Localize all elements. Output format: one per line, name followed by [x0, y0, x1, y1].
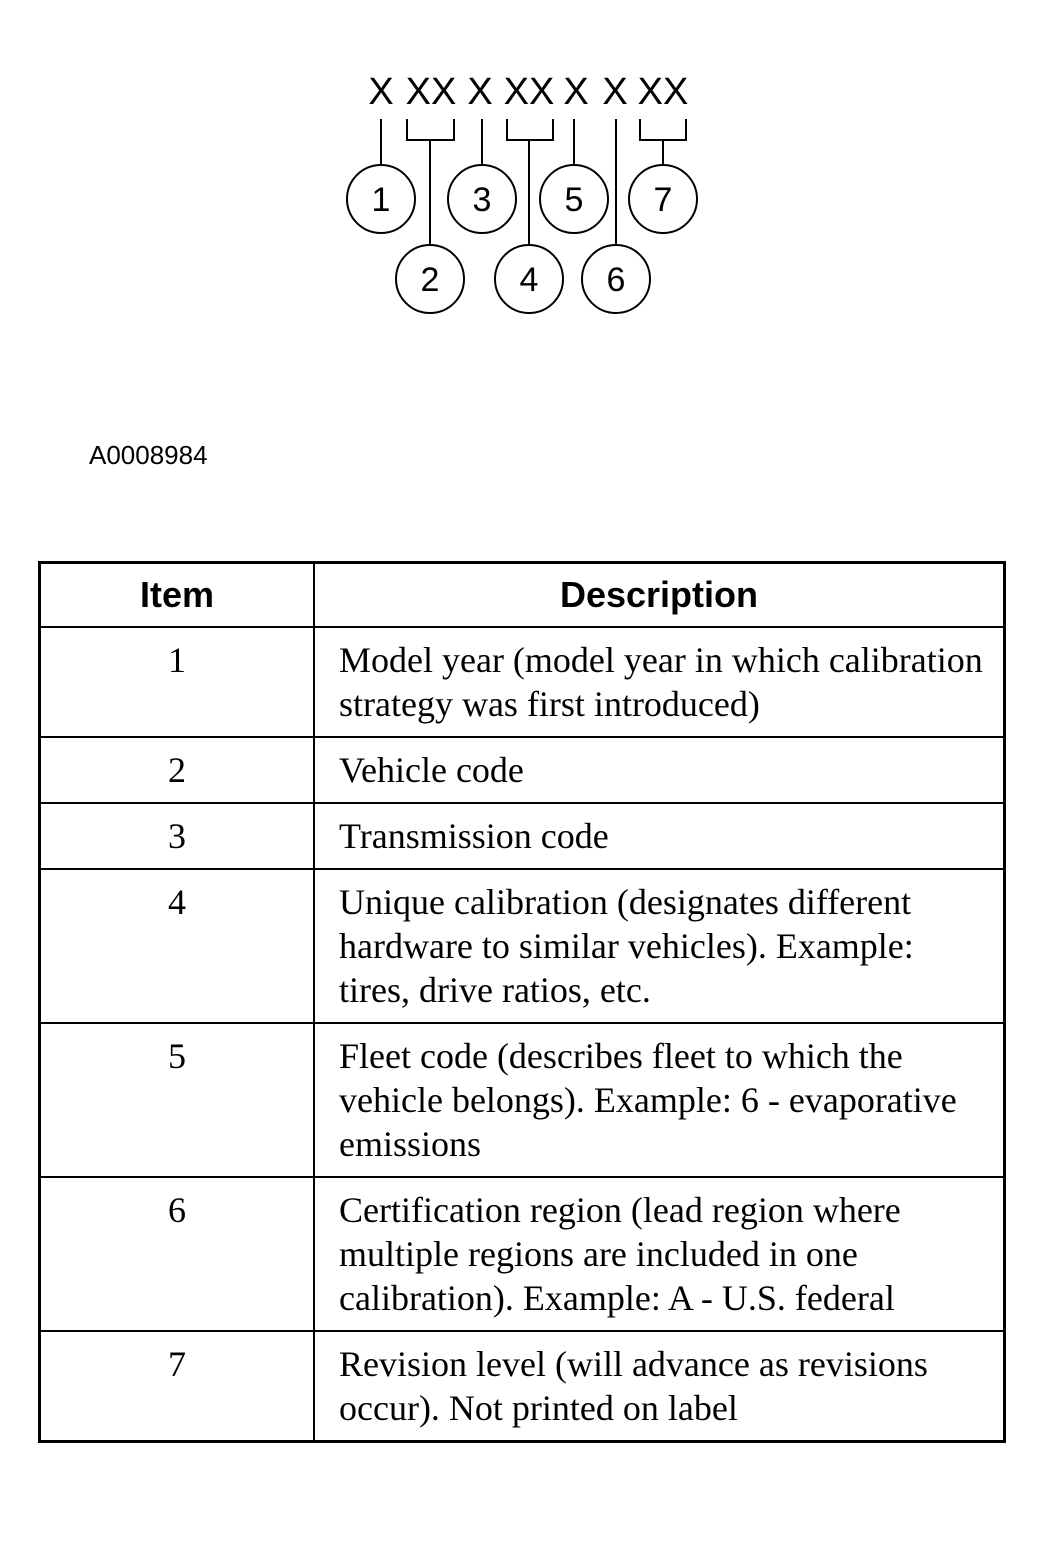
- callout-3-label: 3: [472, 181, 492, 219]
- item-description: Vehicle code: [314, 737, 1005, 803]
- item-number: 4: [40, 869, 315, 1023]
- table-row: [40, 869, 1005, 1023]
- table-row: [40, 1023, 1005, 1177]
- item-description: Transmission code: [314, 803, 1005, 869]
- item-number: 3: [40, 803, 315, 869]
- item-description: Model year (model year in which calibration strategy was first introduced): [314, 627, 1005, 737]
- callout-2: [396, 245, 464, 313]
- code-group-6: X: [602, 71, 628, 113]
- table-header-row: [40, 563, 1005, 628]
- item-number: 7: [40, 1331, 315, 1442]
- callout-4: [495, 245, 563, 313]
- callout-5: [540, 165, 608, 233]
- code-group-1: X: [368, 71, 394, 113]
- item-number: 6: [40, 1177, 315, 1331]
- item-description: Revision level (will advance as revisions occur). Not printed on label: [314, 1331, 1005, 1442]
- callout-5-label: 5: [564, 181, 584, 219]
- description-column-header: Description: [314, 563, 1005, 628]
- callout-7: [629, 165, 697, 233]
- table-row: [40, 627, 1005, 737]
- code-group-7: XX: [637, 71, 689, 113]
- table-row: [40, 1177, 1005, 1331]
- item-number: 5: [40, 1023, 315, 1177]
- figure-id: A0008984: [89, 440, 208, 470]
- item-column-header: Item: [40, 563, 315, 628]
- item-description: Fleet code (describes fleet to which the vehicle belongs). Example: 6 - evaporative emissions: [314, 1023, 1005, 1177]
- calibration-code-diagram: [0, 0, 1044, 330]
- item-description-table: [38, 561, 1006, 1443]
- code-group-3: X: [467, 71, 493, 113]
- item-number: 1: [40, 627, 315, 737]
- callout-1: [347, 165, 415, 233]
- callout-1-label: 1: [371, 181, 391, 219]
- callout-4-label: 4: [519, 261, 539, 299]
- code-group-5: X: [563, 71, 589, 113]
- callout-2-label: 2: [420, 261, 440, 299]
- item-description: Certification region (lead region where multiple regions are included in one calibration). Example: A - U.S. federal: [314, 1177, 1005, 1331]
- table-row: [40, 1331, 1005, 1442]
- table-row: [40, 737, 1005, 803]
- item-description: Unique calibration (designates different hardware to similar vehicles). Example: tires, drive ratios, etc.: [314, 869, 1005, 1023]
- code-group-4: XX: [503, 71, 555, 113]
- callout-6: [582, 245, 650, 313]
- callout-7-label: 7: [653, 181, 673, 219]
- code-group-2: XX: [405, 71, 457, 113]
- table-row: [40, 803, 1005, 869]
- callout-6-label: 6: [606, 261, 626, 299]
- callout-3: [448, 165, 516, 233]
- item-number: 2: [40, 737, 315, 803]
